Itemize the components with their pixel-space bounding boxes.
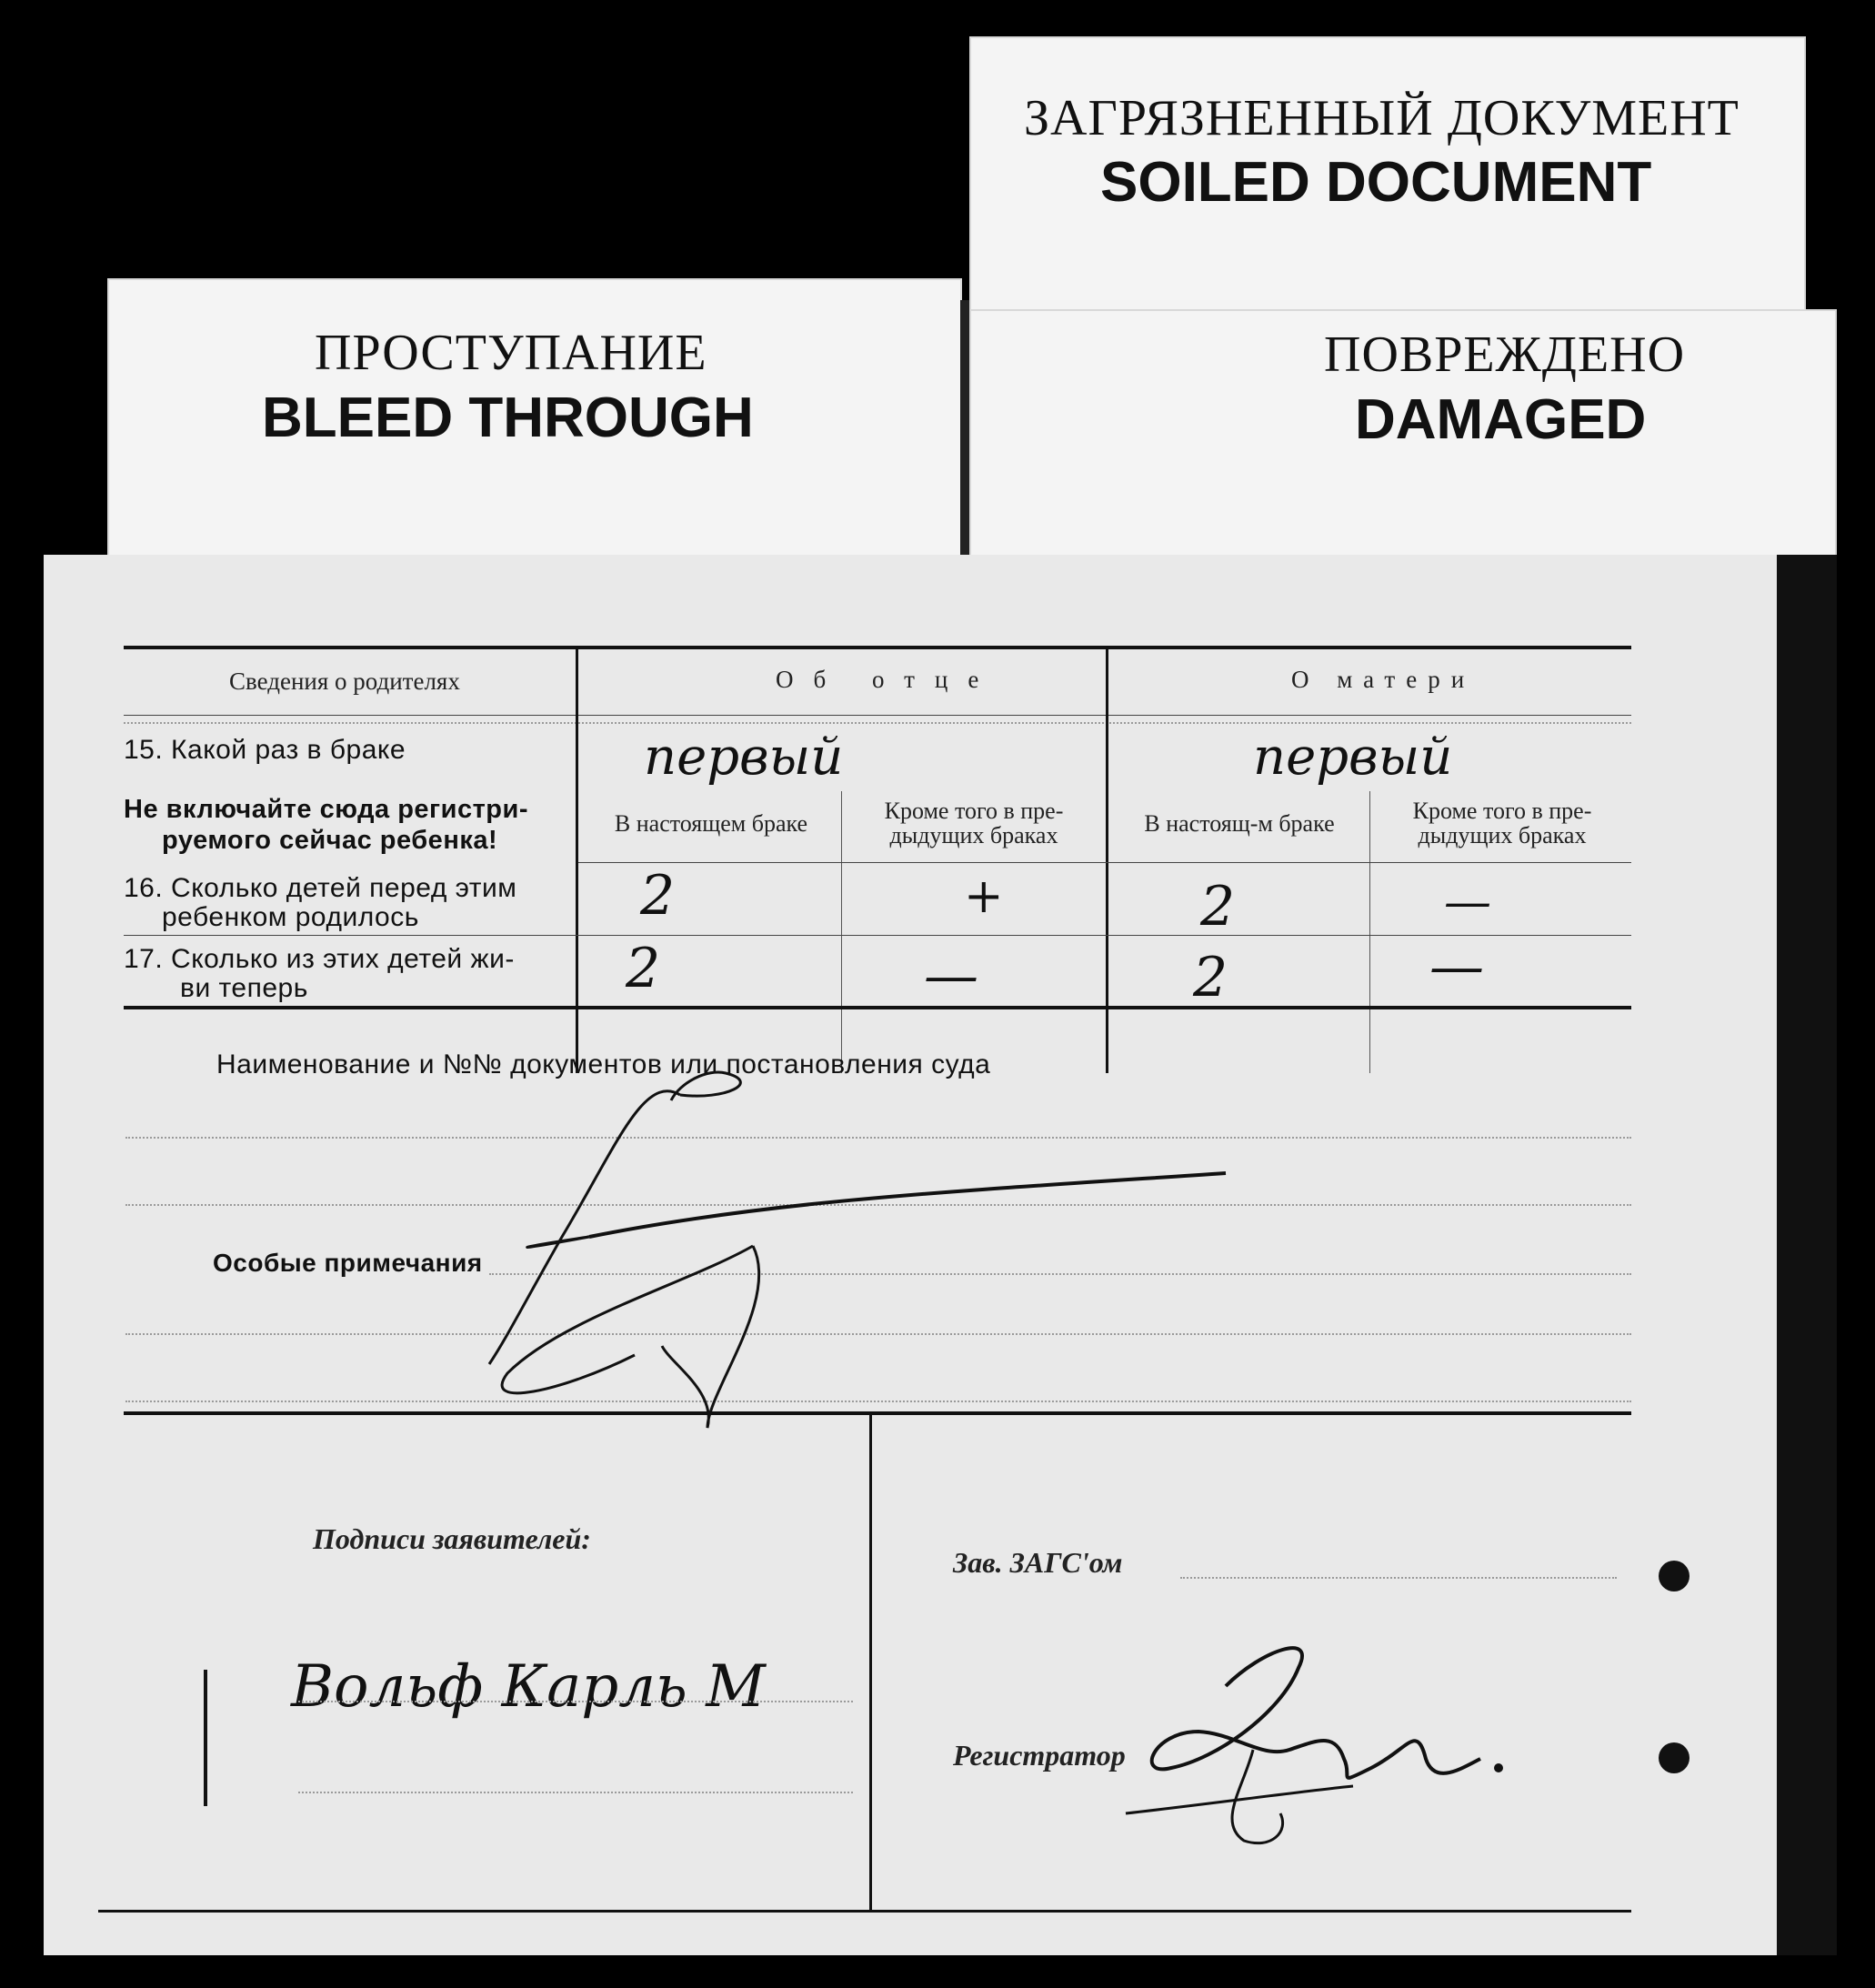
bleed-through-label	[107, 278, 962, 560]
cancellation-flourish	[453, 1064, 1271, 1464]
father-current-alive: 2	[626, 937, 661, 1000]
header-father: Об отце	[776, 666, 999, 693]
documents-label: Наименование и №№ документов или постановления суда	[216, 1049, 991, 1079]
row16-rule	[124, 935, 1631, 936]
signature-section-divider	[869, 1413, 872, 1910]
row15-label: 15. Какой раз в браке	[124, 735, 406, 765]
soiled-label-en: SOILED DOCUMENT	[1100, 151, 1652, 214]
page-bottom-rule	[98, 1910, 1631, 1913]
mother-current-born: 2	[1200, 875, 1236, 939]
mother-prev-born: —	[1444, 875, 1491, 929]
mother-prev-header-line2: дыдущих браках	[1418, 822, 1587, 848]
mother-prev-header-line1: Кроме того в пре-	[1412, 798, 1592, 824]
damaged-label	[969, 309, 1837, 573]
father-prev-header-line2: дыдущих браках	[889, 822, 1058, 848]
registrar-label: Регистратор	[953, 1739, 1126, 1772]
soiled-document-label	[969, 36, 1806, 327]
header-parents: Сведения о родителях	[229, 668, 460, 695]
row17-label-line1: 17. Сколько из этих детей жи-	[124, 944, 515, 974]
exclude-note-line2: руемого сейчас ребенка!	[162, 826, 498, 855]
father-prev-header-line1: Кроме того в пре-	[884, 798, 1064, 824]
bleed-label-en: BLEED THROUGH	[262, 387, 754, 449]
mother-prev-alive: —	[1429, 935, 1484, 999]
registrar-signature	[1117, 1632, 1517, 1850]
punch-hole-2	[1659, 1742, 1690, 1773]
father-current-header: В настоящем браке	[614, 810, 808, 837]
signatures-label: Подписи заявителей:	[313, 1522, 591, 1555]
col-divider-father-sub	[841, 791, 842, 1073]
table-bottom-rule	[124, 1006, 1631, 1009]
row17-label-line2: ви теперь	[180, 973, 308, 1003]
mother-current-alive: 2	[1193, 946, 1228, 1009]
row16-label-line1: 16. Сколько детей перед этим	[124, 873, 517, 903]
zags-line	[1180, 1577, 1617, 1579]
document-page	[44, 555, 1837, 1955]
punch-hole-1	[1659, 1561, 1690, 1591]
card-divider	[960, 300, 969, 573]
col-divider-mother-sub	[1369, 791, 1370, 1073]
father-prev-born: +	[964, 869, 1004, 924]
header-dotted-rule	[124, 722, 1631, 724]
father-prev-alive: —	[924, 944, 978, 1008]
signature-section-rule	[124, 1411, 1631, 1415]
header-mother: О матери	[1291, 666, 1476, 693]
mother-prev-header	[1373, 798, 1631, 848]
subheader-rule	[578, 862, 1631, 863]
soiled-label-ru: ЗАГРЯЗНЕННЫЙ ДОКУМЕНТ	[1024, 90, 1740, 146]
mother-current-header: В настоящ-м браке	[1144, 810, 1335, 837]
zags-head-label: Зав. ЗАГС'ом	[953, 1546, 1123, 1579]
table-top-rule	[124, 646, 1631, 649]
mother-marriage-count: первый	[1253, 728, 1453, 787]
remarks-label: Особые примечания	[213, 1249, 483, 1277]
row16-label-line2: ребенком родилось	[162, 902, 419, 932]
damaged-label-ru: ПОВРЕЖДЕНО	[1324, 326, 1686, 383]
header-rule	[124, 715, 1631, 716]
bleed-label-ru: ПРОСТУПАНИЕ	[315, 325, 707, 381]
damaged-label-en: DAMAGED	[1355, 388, 1647, 451]
page-right-edge	[1777, 555, 1837, 1955]
signature-line-2	[298, 1792, 853, 1793]
father-prev-header	[844, 798, 1104, 848]
exclude-note-line1: Не включайте сюда регистри-	[124, 795, 528, 824]
applicant-signature: Вольф Карль М	[291, 1653, 766, 1721]
father-current-born: 2	[640, 864, 676, 928]
signature-bracket	[204, 1670, 207, 1806]
father-marriage-count: первый	[644, 728, 844, 787]
signature-line-1	[298, 1701, 853, 1702]
